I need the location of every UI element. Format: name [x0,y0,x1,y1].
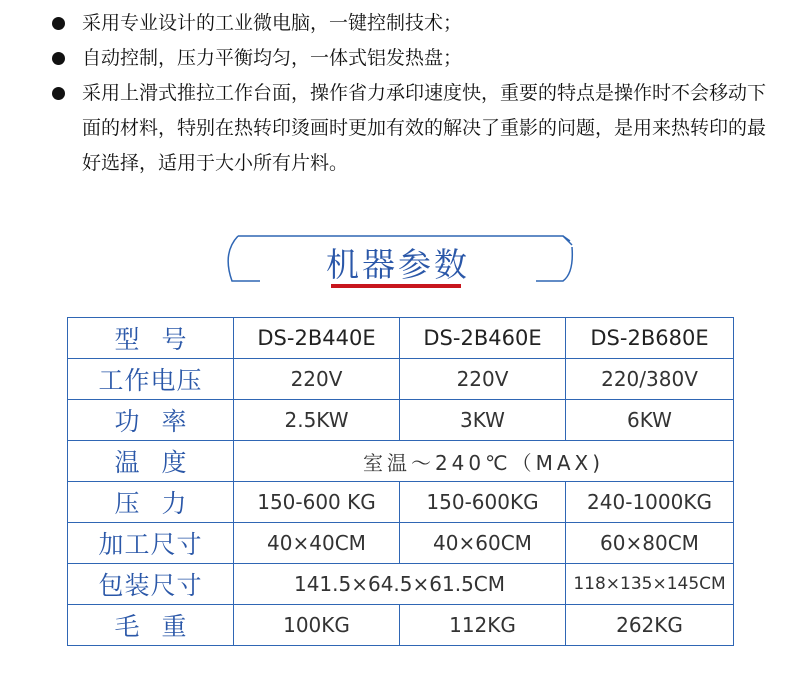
table-row [68,523,734,564]
feature-text: 采用专业设计的工业微电脑，一键控制技术； [82,12,463,34]
feature-text: 采用上滑式推拉工作台面，操作省力承印速度快，重要的特点是操作时不会移动下面的材料，特别在热转印烫画时更加有效的解决了重影的问题，是用来热转印的最好选择，适用于大小所有片料。 [82,82,767,174]
table-cell: 2.5KW [234,400,400,441]
table-row [68,564,734,605]
table-cell: 112KG [400,605,566,646]
table-row [68,359,734,400]
table-cell: DS-2B460E [400,318,566,359]
bullet-icon [52,87,65,100]
table-cell: 室温～240℃（MAX) [234,441,734,482]
table-cell: 150-600 KG [234,482,400,523]
table-cell: 100KG [234,605,400,646]
row-label-power: 功率 [68,400,234,441]
row-label-temperature: 温度 [68,441,234,482]
row-label-pressure: 压力 [68,482,234,523]
spec-table [67,317,734,646]
table-row [68,400,734,441]
table-cell: 60×80CM [566,523,734,564]
table-cell: 240-1000KG [566,482,734,523]
feature-item [50,76,770,181]
table-row [68,482,734,523]
table-cell: 141.5×64.5×61.5CM [234,564,566,605]
table-cell: 220V [400,359,566,400]
table-cell: 3KW [400,400,566,441]
row-label-voltage: 工作电压 [68,359,234,400]
table-cell: 40×40CM [234,523,400,564]
table-cell: 220/380V [566,359,734,400]
row-label-package-size: 包装尺寸 [68,564,234,605]
feature-text: 自动控制，压力平衡均匀，一体式铝发热盘； [82,47,463,69]
bullet-icon [52,52,65,65]
table-row [68,605,734,646]
feature-list [50,6,770,181]
bullet-icon [52,17,65,30]
table-row [68,318,734,359]
section-title: 机器参数 [326,245,470,284]
row-label-model: 型号 [68,318,234,359]
row-label-weight: 毛重 [68,605,234,646]
table-cell: 118×135×145CM [566,564,734,605]
table-cell: DS-2B680E [566,318,734,359]
table-cell: DS-2B440E [234,318,400,359]
table-cell: 262KG [566,605,734,646]
row-label-work-size: 加工尺寸 [68,523,234,564]
feature-item [50,6,770,41]
table-cell: 40×60CM [400,523,566,564]
title-underline [331,284,461,288]
feature-item [50,41,770,76]
table-cell: 220V [234,359,400,400]
section-heading [220,233,576,287]
table-cell: 150-600KG [400,482,566,523]
table-cell: 6KW [566,400,734,441]
table-row [68,441,734,482]
